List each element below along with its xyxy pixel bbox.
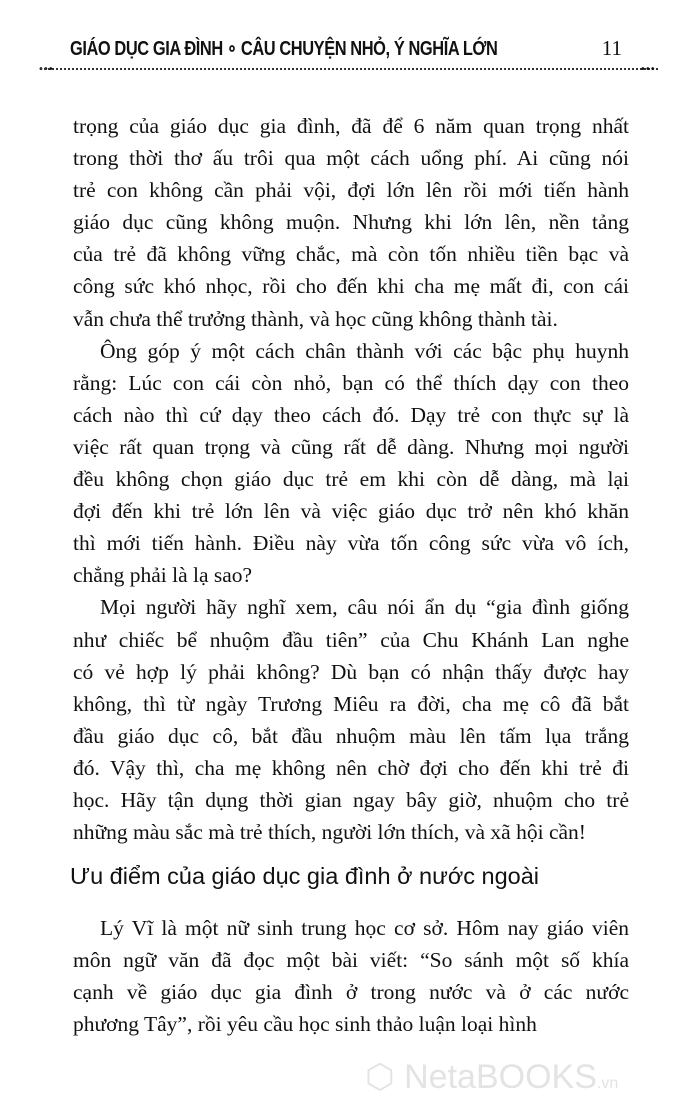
text-line: phương Tây”, rồi yêu cầu học sinh thảo luận loại hình bbox=[73, 1012, 537, 1037]
text-line: Ông góp ý một cách chân thành với các bậc phụ huynh bbox=[100, 338, 629, 363]
text-line: trẻ con không cần phải vội, đợi lớn lên rồi mới tiến hành bbox=[73, 178, 629, 203]
text-line: việc rất quan trọng và cũng rất dễ dàng. Nhưng mọi người bbox=[73, 434, 629, 459]
text-line: chẳng phải là lạ sao? bbox=[73, 563, 253, 588]
paragraph bbox=[73, 335, 629, 592]
text-line: vẫn chưa thể trưởng thành, và học cũng không thành tài. bbox=[73, 306, 558, 331]
paragraph bbox=[73, 591, 629, 848]
page-body bbox=[70, 110, 629, 1041]
text-line: Lý Vĩ là một nữ sinh trung học cơ sở. Hôm nay giáo viên bbox=[100, 916, 629, 941]
text-line: Mọi người hãy nghĩ xem, câu nói ẩn dụ “gia đình giống bbox=[100, 595, 629, 620]
text-line: đó. Vậy thì, cha mẹ không nên chờ đợi cho đến khi trẻ đi bbox=[73, 755, 629, 780]
text-line: cách nào thì cứ dạy theo cách đó. Dạy trẻ con thực sự là bbox=[73, 402, 629, 427]
text-line: của trẻ đã không vững chắc, mà còn tốn nhiều tiền bạc và bbox=[73, 242, 629, 267]
header-ornament-right: ••• bbox=[640, 64, 655, 75]
text-line: học. Hãy tận dụng thời gian ngay bây giờ, nhuộm cho trẻ bbox=[73, 787, 629, 812]
text-line: đều không chọn giáo dục trẻ em khi còn dễ dàng, mà lại bbox=[73, 467, 629, 492]
running-header bbox=[62, 36, 642, 66]
text-line: thì mới tiến hành. Điều này vừa tốn công sức vừa vô ích, bbox=[73, 531, 629, 556]
header-dotted-rule bbox=[40, 68, 658, 70]
paragraph bbox=[73, 912, 629, 1040]
text-line: như chiếc bể nhuộm đầu tiên” của Chu Khánh Lan nghe bbox=[73, 627, 629, 652]
text-line: có vẻ hợp lý phải không? Dù bạn có nhận thấy được hay bbox=[73, 659, 629, 684]
paragraph bbox=[73, 110, 629, 335]
text-line: cạnh về giáo dục gia đình ở trong nước và ở các nước bbox=[73, 980, 629, 1005]
text-line: đầu giáo dục cô, bắt đầu nhuộm màu lên tấm lụa trắng bbox=[73, 723, 629, 748]
text-line: không, thì từ ngày Trương Miêu ra đời, cha mẹ cô đã bắt bbox=[73, 691, 629, 716]
text-line: trong thời thơ ấu trôi qua một cách uổng phí. Ai cũng nói bbox=[73, 146, 629, 171]
running-header-title: GIÁO DỤC GIA ĐÌNH ∘ CÂU CHUYỆN NHỎ, Ý NGHĨA LỚN bbox=[70, 38, 498, 60]
page-number: 11 bbox=[601, 36, 622, 60]
text-line: môn ngữ văn đã đọc một bài viết: “So sánh một số khía bbox=[73, 948, 629, 973]
watermark-logo: ⬡ NetaBOOKS.vn bbox=[365, 1058, 619, 1096]
text-line: công sức khó nhọc, rồi cho đến khi cha mẹ mất đi, con cái bbox=[73, 274, 629, 299]
text-line: đợi đến khi trẻ lớn lên và việc giáo dục trở nên khó khăn bbox=[73, 499, 629, 524]
section-heading: Ưu điểm của giáo dục gia đình ở nước ngoài bbox=[70, 863, 540, 890]
text-line: trọng của giáo dục gia đình, đã để 6 năm quan trọng nhất bbox=[73, 114, 629, 138]
header-ornament-left: ••• bbox=[38, 64, 53, 75]
text-line: những màu sắc mà trẻ thích, người lớn thích, và xã hội cần! bbox=[73, 820, 586, 845]
text-line: rằng: Lúc con cái còn nhỏ, bạn có thể thích dạy con theo bbox=[73, 370, 629, 395]
text-line: giáo dục cũng không muộn. Nhưng khi lớn lên, nền tảng bbox=[73, 210, 629, 235]
